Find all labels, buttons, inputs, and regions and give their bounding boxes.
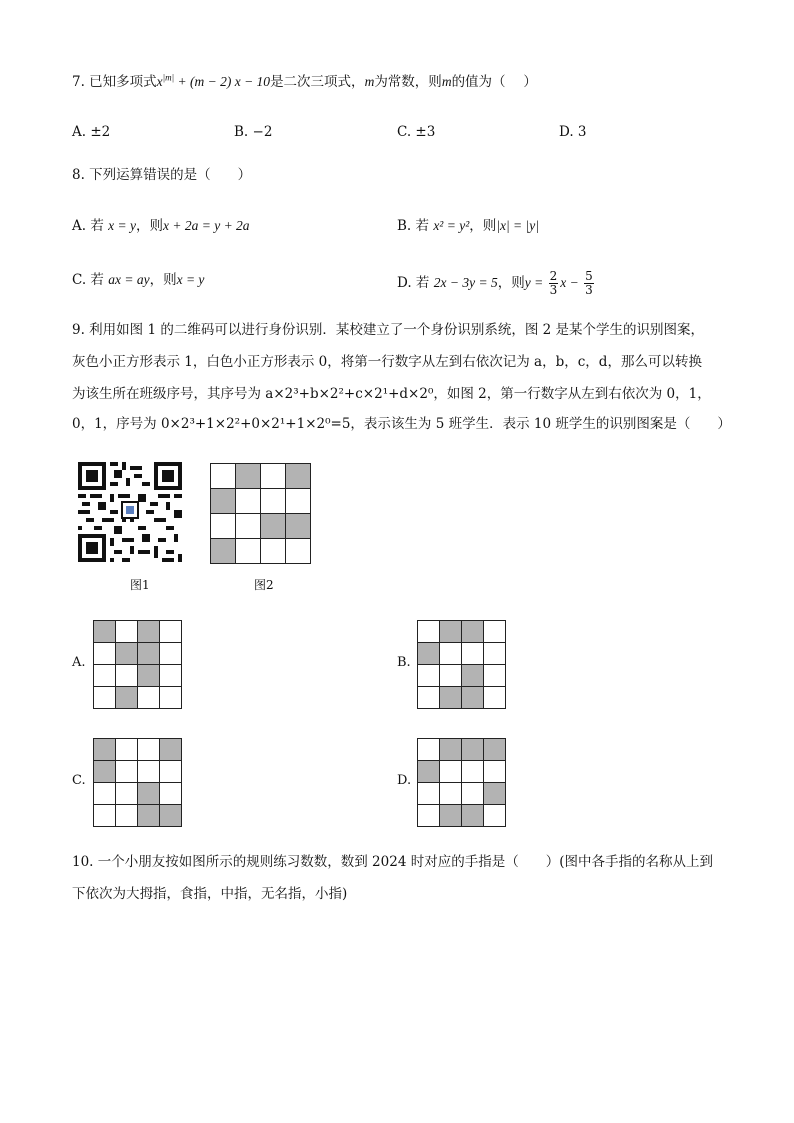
grid-cell-white [418,687,440,709]
q8-option-d[interactable]: D. 若 2x − 3y = 5，则y = $\frac{2}{3}$ x − $\frac{5}{3}$ [397,269,593,297]
grid-cell-white [94,643,116,665]
grid-cell-white [116,805,138,827]
grid-cell-gray [286,464,311,489]
grid-cell-gray [440,739,462,761]
q9-line-1: 9. 利用如图 1 的二维码可以进行身份识别．某校建立了一个身份识别系统，图 2 是某个学生的识别图案， [72,322,705,338]
grid-cell-gray [116,687,138,709]
grid-cell-gray [440,805,462,827]
grid-cell-white [160,621,182,643]
grid-cell-white [261,539,286,564]
grid-cell-white [160,643,182,665]
grid-cell-gray [462,665,484,687]
grid-cell-white [440,665,462,687]
grid-cell-white [94,805,116,827]
fig2-grid [210,463,311,564]
grid-cell-gray [484,783,506,805]
grid-cell-gray [286,514,311,539]
grid-cell-white [462,643,484,665]
grid-cell-white [94,783,116,805]
grid-cell-white [286,489,311,514]
grid-cell-gray [418,643,440,665]
q8-option-c[interactable]: C. 若 ax = ay，则x = y [72,272,205,288]
grid-cell-white [462,761,484,783]
qr-code-figure [78,462,182,562]
q7-option-d[interactable]: D. 3 [559,124,587,140]
grid-cell-white [484,805,506,827]
fig2-caption: 图2 [254,578,274,592]
grid-cell-gray [462,805,484,827]
grid-cell-white [211,514,236,539]
grid-cell-white [484,761,506,783]
q9-option-a-grid[interactable] [93,620,182,709]
grid-cell-gray [440,687,462,709]
grid-cell-gray [462,739,484,761]
grid-cell-gray [160,739,182,761]
grid-cell-white [116,739,138,761]
grid-cell-gray [211,489,236,514]
q9-option-b-grid[interactable] [417,620,506,709]
q9-line-2: 灰色小正方形表示 1，白色小正方形表示 0，将第一行数字从左到右依次记为 a，b，c，d，那么可以转换 [72,354,702,370]
q8-option-b[interactable]: B. 若 x² = y²，则|x| = |y| [397,218,539,234]
grid-cell-white [116,761,138,783]
grid-cell-white [286,539,311,564]
grid-cell-white [160,665,182,687]
q9-option-d-label: D. [397,773,412,788]
grid-cell-white [138,687,160,709]
grid-cell-white [484,643,506,665]
grid-cell-white [462,783,484,805]
q9-line-3: 为该生所在班级序号，其序号为 a×2³+b×2²+c×2¹+d×2⁰，如图 2，第一行数字从左到右依次为 0，1， [72,386,711,402]
grid-cell-white [418,783,440,805]
grid-cell-white [116,621,138,643]
q9-option-b-label: B. [397,655,411,670]
grid-cell-gray [116,643,138,665]
q7-option-a[interactable]: A. ±2 [72,124,111,140]
grid-cell-white [418,739,440,761]
q8-option-a[interactable]: A. 若 x = y，则x + 2a = y + 2a [72,218,250,234]
grid-cell-white [160,687,182,709]
grid-cell-white [138,761,160,783]
grid-cell-gray [484,739,506,761]
q10-line-2: 下依次为大拇指，食指，中指，无名指，小指) [72,886,348,902]
grid-cell-white [484,621,506,643]
q7-stem: 7. 已知多项式$x^{|m|} + (m - 2) x - 10$是二次三项式，m为常数，则m的值为（ ） [72,72,537,90]
grid-cell-gray [440,621,462,643]
grid-cell-white [160,783,182,805]
q7-polynomial: $x^{|m|} + (m - 2) x - 10$ [156,72,271,89]
grid-cell-white [236,539,261,564]
grid-cell-white [440,783,462,805]
grid-cell-white [94,665,116,687]
grid-cell-gray [211,539,236,564]
grid-cell-white [418,621,440,643]
grid-cell-gray [138,783,160,805]
grid-cell-white [138,739,160,761]
grid-cell-white [236,514,261,539]
grid-cell-white [116,783,138,805]
q7-option-c[interactable]: C. ±3 [397,124,436,140]
grid-cell-gray [418,761,440,783]
grid-cell-gray [236,464,261,489]
grid-cell-gray [261,514,286,539]
grid-cell-gray [138,805,160,827]
grid-cell-gray [138,643,160,665]
fraction: $\frac{5}{3}$ [585,269,593,297]
q7-option-b[interactable]: B. −2 [234,124,273,140]
grid-cell-gray [94,739,116,761]
fraction: $\frac{2}{3}$ [549,269,558,297]
grid-cell-white [261,464,286,489]
q9-option-a-label: A. [72,655,86,670]
q9-line-4: 0，1，序号为 0×2³+1×2²+0×2¹+1×2⁰=5，表示该生为 5 班学生．表示 10 班学生的识别图案是（ ） [72,416,731,432]
grid-cell-gray [138,621,160,643]
grid-cell-gray [160,805,182,827]
grid-cell-gray [94,621,116,643]
grid-cell-white [440,643,462,665]
grid-cell-white [418,805,440,827]
grid-cell-gray [462,621,484,643]
fig1-caption: 图1 [130,578,150,592]
q9-option-c-grid[interactable] [93,738,182,827]
q10-line-1: 10. 一个小朋友按如图所示的规则练习数数，数到 2024 时对应的手指是（ ）(图中各手指的名称从上到 [72,854,713,870]
grid-cell-white [261,489,286,514]
grid-cell-white [484,665,506,687]
grid-cell-white [418,665,440,687]
grid-cell-white [236,489,261,514]
grid-cell-white [116,665,138,687]
grid-cell-white [160,761,182,783]
grid-cell-white [440,761,462,783]
q9-option-d-grid[interactable] [417,738,506,827]
q9-option-c-label: C. [72,773,86,788]
grid-cell-white [211,464,236,489]
grid-cell-gray [94,761,116,783]
grid-cell-white [94,687,116,709]
grid-cell-gray [138,665,160,687]
q8-stem: 8. 下列运算错误的是（ ） [72,167,252,183]
grid-cell-gray [462,687,484,709]
grid-cell-white [484,687,506,709]
